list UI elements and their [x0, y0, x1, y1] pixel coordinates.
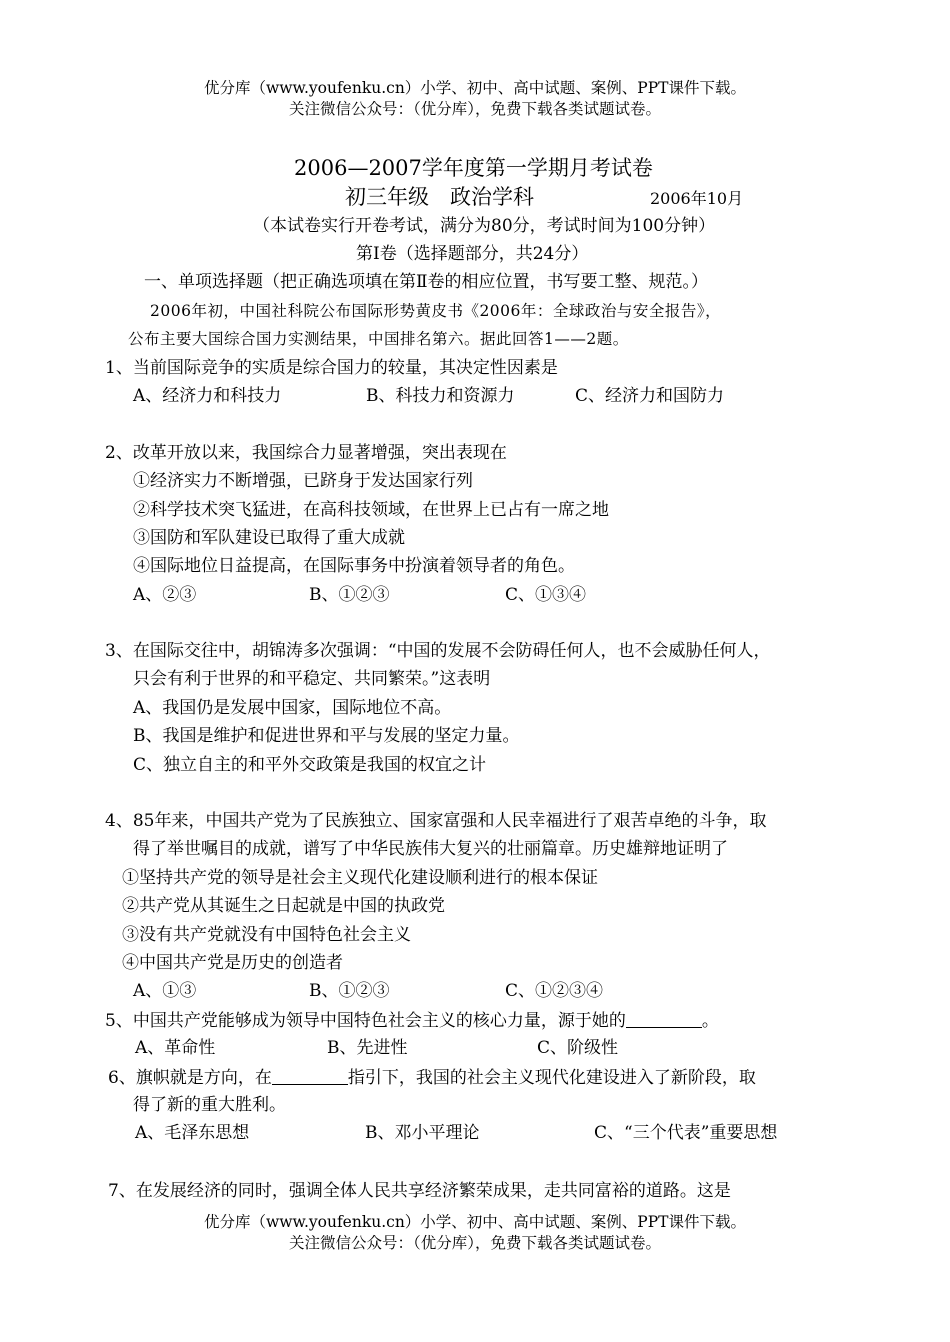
question-4-stem-1: 4、85年来，中国共产党为了民族独立、国家富强和人民幸福进行了艰苦卓绝的斗争，取 — [105, 811, 767, 831]
q6-answer-blank — [272, 1066, 348, 1085]
question-4-stem-2: 得了举世嘱目的成就，谱写了中华民族伟大复兴的壮丽篇章。历史雄辩地证明了 — [133, 839, 728, 859]
q6-stem-rest: 指引下，我国的社会主义现代化建设进入了新阶段，取 — [347, 1068, 756, 1088]
q2-statement-1: ①经济实力不断增强，已跻身于发达国家行列 — [133, 471, 473, 491]
q4-option-c: C、①②③④ — [505, 981, 604, 1001]
q6-option-b: B、邓小平理论 — [365, 1123, 480, 1143]
part-heading: 第Ⅰ卷（选择题部分，共24分） — [356, 244, 589, 264]
q3-option-c: C、独立自主的和平外交政策是我国的权宜之计 — [133, 755, 487, 775]
q4-statement-4: ④中国共产党是历史的创造者 — [122, 953, 343, 973]
question-2-stem: 2、改革开放以来，我国综合力显著增强，突出表现在 — [105, 443, 507, 463]
q1-option-c: C、经济力和国防力 — [575, 386, 725, 406]
q2-statement-3: ③国防和军队建设已取得了重大成就 — [133, 528, 405, 548]
q5-option-b: B、先进性 — [327, 1038, 408, 1058]
q4-statement-1: ①坚持共产党的领导是社会主义现代化建设顺利进行的根本保证 — [122, 868, 598, 888]
q1-option-b: B、科技力和资源力 — [366, 386, 515, 406]
header-line-1: 优分库（www.youfenku.cn）小学、初中、高中试题、案例、PPT课件下载。 — [203, 79, 747, 97]
question-1-stem: 1、当前国际竞争的实质是综合国力的较量，其决定性因素是 — [105, 358, 558, 378]
q1-option-a: A、经济力和科技力 — [133, 386, 282, 406]
passage-line-2: 公布主要大国综合国力实测结果，中国排名第六。据此回答1——2题。 — [128, 330, 629, 348]
q3-option-a: A、我国仍是发展中国家，国际地位不高。 — [133, 698, 452, 718]
section-heading: 一、单项选择题（把正确选项填在第Ⅱ卷的相应位置，书写要工整、规范。） — [144, 272, 709, 292]
question-6-stem-1 — [108, 1066, 756, 1089]
q2-statement-4: ④国际地位日益提高，在国际事务中扮演着领导者的角色。 — [133, 556, 575, 576]
q4-statement-2: ②共产党从其诞生之日起就是中国的执政党 — [122, 896, 445, 916]
q6-stem-text: 6、旗帜就是方向，在 — [108, 1068, 272, 1088]
q4-statement-3: ③没有共产党就没有中国特色社会主义 — [122, 925, 411, 945]
q3-option-b: B、我国是维护和促进世界和平与发展的坚定力量。 — [133, 726, 520, 746]
q2-option-b: B、①②③ — [309, 585, 390, 605]
header-line-2: 关注微信公众号：（优分库），免费下载各类试题试卷。 — [288, 100, 661, 118]
q6-option-c: C、“三个代表”重要思想 — [594, 1123, 778, 1143]
q2-option-a: A、②③ — [133, 585, 197, 605]
question-3-stem-1: 3、在国际交往中，胡锦涛多次强调：“中国的发展不会防碍任何人，也不会威胁任何人， — [105, 641, 771, 661]
footer-line-1: 优分库（www.youfenku.cn）小学、初中、高中试题、案例、PPT课件下载。 — [203, 1213, 747, 1231]
q2-option-c: C、①③④ — [505, 585, 587, 605]
footer-line-2: 关注微信公众号：（优分库），免费下载各类试题试卷。 — [288, 1234, 661, 1252]
q5-stem-end: 。 — [701, 1011, 719, 1031]
grade-subject: 初三年级 政治学科 — [345, 185, 534, 209]
q5-stem-text: 5、中国共产党能够成为领导中国特色社会主义的核心力量，源于她的 — [105, 1011, 626, 1031]
q4-option-b: B、①②③ — [309, 981, 390, 1001]
exam-title: 2006—2007学年度第一学期月考试卷 — [294, 156, 653, 180]
q5-answer-blank — [626, 1009, 702, 1028]
exam-date: 2006年10月 — [650, 189, 744, 208]
q5-option-c: C、阶级性 — [537, 1038, 619, 1058]
q2-statement-2: ②科学技术突飞猛进，在高科技领域，在世界上已占有一席之地 — [133, 500, 609, 520]
question-6-stem-2: 得了新的重大胜利。 — [133, 1095, 286, 1115]
question-5-stem — [105, 1009, 719, 1032]
passage-line-1: 2006年初，中国社科院公布国际形势黄皮书《2006年：全球政治与安全报告》， — [150, 302, 722, 320]
q6-option-a: A、毛泽东思想 — [135, 1123, 250, 1143]
q5-option-a: A、革命性 — [135, 1038, 216, 1058]
question-7-stem: 7、在发展经济的同时，强调全体人民共享经济繁荣成果，走共同富裕的道路。这是 — [108, 1181, 731, 1201]
q4-option-a: A、①③ — [133, 981, 197, 1001]
question-3-stem-2: 只会有利于世界的和平稳定、共同繁荣。”这表明 — [133, 669, 491, 689]
exam-note: （本试卷实行开卷考试，满分为80分，考试时间为100分钟） — [253, 216, 716, 236]
